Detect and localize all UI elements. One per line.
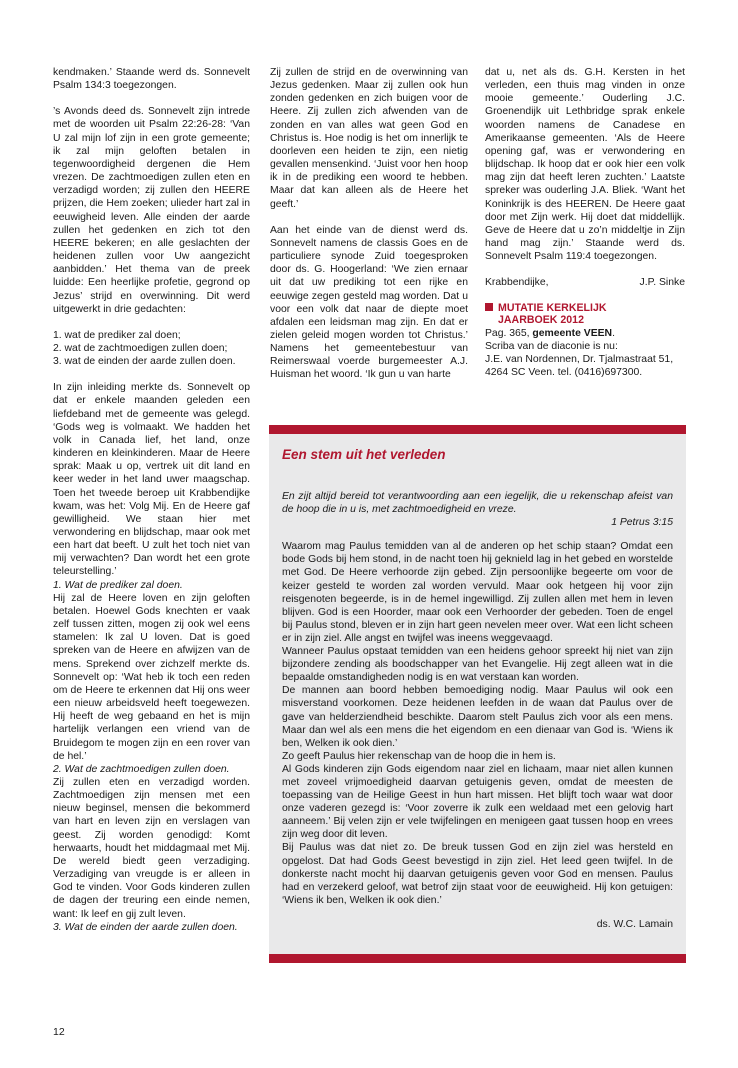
mutatie-page-line: Pag. 365, gemeente VEEN. [485,327,615,339]
paragraph: ’s Avonds deed ds. Sonnevelt zijn intrede met de woorden uit Psalm 22:26-28: ‘Van U zal mijn lof zijn in een grote gemeente; ik zal mijn geloften betalen in tegenwoordigheid dergenen die Hem vrezen. De zachtmoedigen zullen eten en verzadigd worden; zij zullen den HEERE prijzen, die Hem zoeken; ulieder hart zal in eeuwigheid leven. Alle einden der aarde zullen het gedenken en zich tot den HEERE bekeren; en alle geslachten der heidenen zullen voor Uw aangezicht aanbidden.’ Het thema van de preek luidde: Een heerlijke profetie, gegrond op Jezus’ strijd en overwinning. Dit werd uitgewerkt in drie gedachten: [53,106,250,315]
section-heading: 1. Wat de prediker zal doen. [53,579,183,591]
box-signature: ds. W.C. Lamain [596,918,673,930]
paragraph: dat u, net als ds. G.H. Kersten in het verleden, een thuis mag vinden in onze mooie gemeente.’ Ouderling J.C. Groenendijk uit Lethbridge sprak enkele woorden namens de Canadese en Amerikaanse gemeenten. ‘Als de Heere opening gaf, was er verwondering en blijdschap. Ik hoop dat er ook hier een volk mag zijn dat heeft leren zuchten.’ Laatste spreker was ouderling J.A. Bliek. ‘Want het Koninkrijk is des HEEREN. De Heere gaat door met Zijn werk. Hij doet dat middellijk. Geve de Heere dat u zo’n middeltje in Zijn hand mag zijn.’ Staande werd ds. Sonnevelt Psalm 119:4 toegezongen. [485,67,685,263]
page-number: 12 [53,1026,65,1038]
paragraph: Aan het einde van de dienst werd ds. Sonnevelt namens de classis Goes en de particuliere synode Zuid toegesproken door ds. G. Hoogerland: ‘We zien ernaar uit dat uw prediking tot een rijke en eeuwige zegen gesteld mag worden. Dat u voor een volk dat naar de diepte moet afdalen een leidsman mag zijn. En dat er zielen geleid mogen worden tot Christus.’ Namens het gemeentebestuur van Reimerswaal voerde burgemeester A.J. Huisman het woord. ‘Ik gun u van harte [270,224,468,381]
paragraph: In zijn inleiding merkte ds. Sonnevelt op dat er enkele maanden geleden een liefdeband met de gemeente was gelegd. ‘Gods weg is volmaakt. We hadden het volk in Canada lief, het land, onze kinderen en kleinkinderen. Maar de Heere sprak: Maak u op, vertrek uit dit land en keer weder in het land uwer maagschap. Toen het tweede beroep uit Krabbendijke kwam, was het: Volg Mij. En de Heere gaf gewilligheid. We staan hier met verwondering en blijdschap, maar ook met een hart dat beeft. U zult het toch niet van mij verwachten? Dan wordt het een grote teleurstelling.’ [53,382,250,578]
bible-reference: 1 Petrus 3:15 [611,517,673,529]
paragraph: kendmaken.’ Staande werd ds. Sonnevelt Psalm 134:3 toegezongen. [53,67,250,92]
mutatie-address: J.E. van Nordennen, Dr. Tjalmastraat 51, [485,353,674,365]
verleden-box [269,425,686,963]
paragraph: Zij zullen eten en verzadigd worden. Zachtmoedigen zijn mensen met een nieuw beginsel, mensen die bekommerd van hart en leven zijn en verslagen van geest. Zij worden genodigd: Komt herwaarts, houdt het middagmaal met Mij. De wereld biedt geen verzadiging. Verzadiging van vreugde is er alleen in God te vinden. Voor Gods kinderen zullen de dagen der treuring een einde nemen, want: Ik leef en gij zult leven. [53,776,250,920]
paragraph: Bij Paulus was dat niet zo. De breuk tussen God en zijn ziel was hersteld en opgelost. Dat had Gods Geest bevestigd in zijn ziel. Het leed geen twijfel. In de donkerste nacht mocht hij daarvan getuigenis geven voor God en mensen. Paulus had en verzekerd geloof, wat betrof zijn staat voor de eeuwigheid. Hij kon getuigen: ‘Wiens ik ben, Welken ik ook dien.’ [282,842,673,906]
article-signature [485,276,685,289]
paragraph: Al Gods kinderen zijn Gods eigendom naar ziel en lichaam, maar niet allen kunnen met zoveel vrijmoedigheid daarvan getuigenis geven, omdat de meesten de toepassing van de Heilige Geest in hun hart missen. Het blijft toch waar wat door onze vaderen gezegd is: ‘Voor zoverre ik zulk een weldaad met een gelovig hart aanneem.’ Bij velen zijn er vele twijfelingen en menigeen gaat tussen hoop en vrees zijn weg door dit leven. [282,763,673,841]
list-item: 2. wat de zachtmoedigen zullen doen; [53,342,228,354]
red-square-bullet-icon [485,303,493,311]
paragraph: Wanneer Paulus opstaat temidden van een heidens gehoor spreekt hij niet van zijn bijzondere zending als boodschapper van het Evangelie. Hij zegt alleen wat in die bepaalde omstandigheden nodig is en wat verstaan kan worden. [282,646,673,684]
box-top-bar [269,425,686,434]
signature-name: J.P. Sinke [639,277,685,289]
mutatie-heading: MUTATIE KERKELIJK JAARBOEK 2012 [485,302,685,327]
box-body [282,490,673,931]
paragraph: Waarom mag Paulus temidden van al de anderen op het schip staan? Omdat een bode Gods bij hem stond, in de nacht toen hij geknield lag in het gebed en worstelde met God. De Heere verhoorde zijn gebed. Zijn persoonlijke begeerte om voor de keizer gesteld te worden zal worden vervuld. Maar ook hetgeen hij voor zijn reisgenoten begeerde, is in de hemel ingewilligd. Zij zullen allen met hem in leven blijven. God is een Hoorder, maar ook een Verhoorder der gebeden. Toen de engel bij Paulus stond, bleven er in zijn hart geen nevelen meer over. Wat een licht scheen er in zijn ziel. Alle angst en twijfel was ineens weggevaagd. [282,541,673,644]
section-heading: 2. Wat de zachtmoedigen zullen doen. [53,763,230,775]
article-column-2 [270,66,468,382]
paragraph: Zo geeft Paulus hier rekenschap van de hoop die in hem is. [282,750,556,762]
paragraph: De mannen aan boord hebben bemoediging nodig. Maar Paulus wil ook een misverstand voorkomen. Deze heidenen leefden in de waan dat Paulus over de gave van helderziendheid beschikte. Daarom stelt Paulus zich voor als een mens. Maar dan wel als een mens die het eigendom en een dienaar van God is. ‘Wiens ik ben, Welken ik ook dien.’ [282,685,673,749]
box-bottom-bar [269,954,686,963]
section-heading: 3. Wat de einden der aarde zullen doen. [53,921,238,933]
article-column-1 [53,66,250,934]
paragraph: Zij zullen de strijd en de overwinning van Jezus gedenken. Maar zij zullen ook hun zonden gedenken en zich buigen voor de Heere. Zij zullen zich afwenden van de zonden en van alles wat geen God en Christus is. Hoe nodig is het om innerlijk te doorleven een heiden te zijn, een nietig gevallen mensenkind. ‘Juist voor hen hoop ik in de prediking een woord te hebben. Maar dat kan alleen als de Heere het geeft.’ [270,67,468,210]
mutatie-scriba: Scriba van de diaconie is nu: [485,340,618,352]
signature-place: Krabbendijke, [485,277,549,289]
mutatie-address: 4264 SC Veen. tel. (0416)697300. [485,366,643,378]
paragraph: Hij zal de Heere loven en zijn geloften betalen. Hoewel Gods knechten er vaak zelf tussen zitten, mogen zij ook wel eens stamelen: Ik zal U loven. Dat is goed spreken van de Heere en afwijzen van de mens. Sprekend over zichzelf merkte ds. Sonnevelt op: ‘Wat heb ik toch een reden om de Heere te erkennen dat Hij ons weer een nieuw arbeidsveld heeft toegewezen. Hij heeft de weg gebaand en het is mijn hartelijk verlangen een vriend van de Bruidegom te mogen zijn en een rover van de hel.’ [53,592,250,762]
bible-motto: En zijt altijd bereid tot verantwoording aan een iegelijk, die u rekenschap afeist van de hoop die in u is, met zachtmoedigheid en vreze. [282,491,673,516]
box-title: Een stem uit het verleden [282,447,446,462]
article-column-3 [485,66,685,379]
list-item: 1. wat de prediker zal doen; [53,329,181,341]
list-item: 3. wat de einden der aarde zullen doen. [53,356,236,368]
